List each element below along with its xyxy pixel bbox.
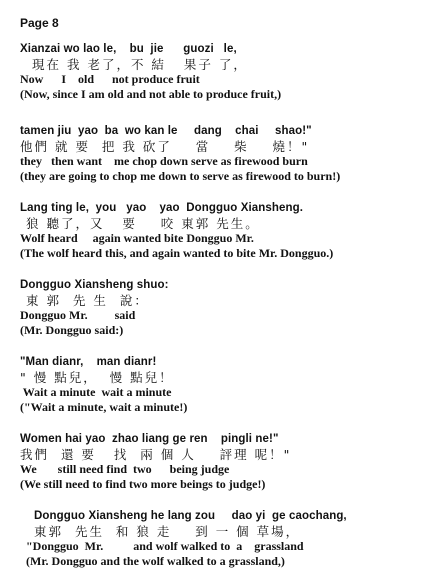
- pinyin-line: Lang ting le, you yao yao Dongguo Xiansheng.: [20, 202, 304, 214]
- english-gloss-line: Dongguo Mr. said: [20, 308, 136, 322]
- english-gloss-line: Now I old not produce fruit: [20, 72, 200, 86]
- pinyin-line: Dongguo Xiansheng he lang zou dao yi ge caochang,: [34, 510, 347, 522]
- translation-line: (Mr. Dongguo said:): [20, 323, 124, 337]
- text-block-5: [20, 355, 415, 415]
- english-gloss-line: We still need find two being judge: [20, 462, 230, 476]
- hanzi-line: 狼 聽了，又 要 咬 東郭 先生。: [20, 216, 260, 231]
- hanzi-line: 東 郭 先 生 說：: [20, 293, 149, 308]
- english-gloss-line: "Dongguo Mr. and wolf walked to a grassland: [26, 539, 304, 553]
- english-gloss-line: Wolf heard again wanted bite Dongguo Mr.: [20, 231, 254, 245]
- text-block-1: [20, 42, 415, 102]
- pinyin-line: "Man dianr, man dianr!: [20, 356, 157, 368]
- pinyin-line: Women hai yao zhao liang ge ren pingli ne!": [20, 433, 279, 445]
- translation-line: (The wolf heard this, and again wanted to bite Mr. Dongguo.): [20, 246, 334, 260]
- hanzi-line: 他們 就 要 把 我 砍了 當 柴 燒！": [20, 139, 310, 154]
- translation-line: (Mr. Dongguo and the wolf walked to a grassland,): [26, 554, 285, 568]
- english-gloss-line: they then want me chop down serve as firewood burn: [20, 154, 308, 168]
- text-block-3: [20, 201, 415, 261]
- translation-line: (Now, since I am old and not able to produce fruit,): [20, 87, 282, 101]
- hanzi-line: " 慢 點兒， 慢 點兒！: [20, 370, 174, 385]
- text-block-7: [20, 509, 415, 569]
- hanzi-line: 現在 我 老了，不 結 果子 了，: [32, 57, 248, 72]
- text-block-4: [20, 278, 415, 338]
- pinyin-line: tamen jiu yao ba wo kan le dang chai shao!": [20, 125, 312, 137]
- translation-line: (We still need to find two more beings to judge!): [20, 477, 266, 491]
- pinyin-line: Dongguo Xiansheng shuo:: [20, 279, 169, 291]
- pinyin-line: Xianzai wo lao le, bu jie guozi le,: [20, 43, 237, 55]
- text-block-2: [20, 124, 415, 184]
- hanzi-line: 東郭 先生 和 狼 走 到 一 個 草場，: [34, 524, 301, 539]
- text-block-6: [20, 432, 415, 492]
- translation-line: (they are going to chop me down to serve as firewood to burn!): [20, 169, 341, 183]
- translation-line: ("Wait a minute, wait a minute!): [20, 400, 188, 414]
- hanzi-line: 我們 還 要 找 兩 個 人 評理 呢！": [20, 447, 292, 462]
- english-gloss-line: Wait a minute wait a minute: [20, 385, 172, 399]
- page-number: Page 8: [20, 16, 59, 30]
